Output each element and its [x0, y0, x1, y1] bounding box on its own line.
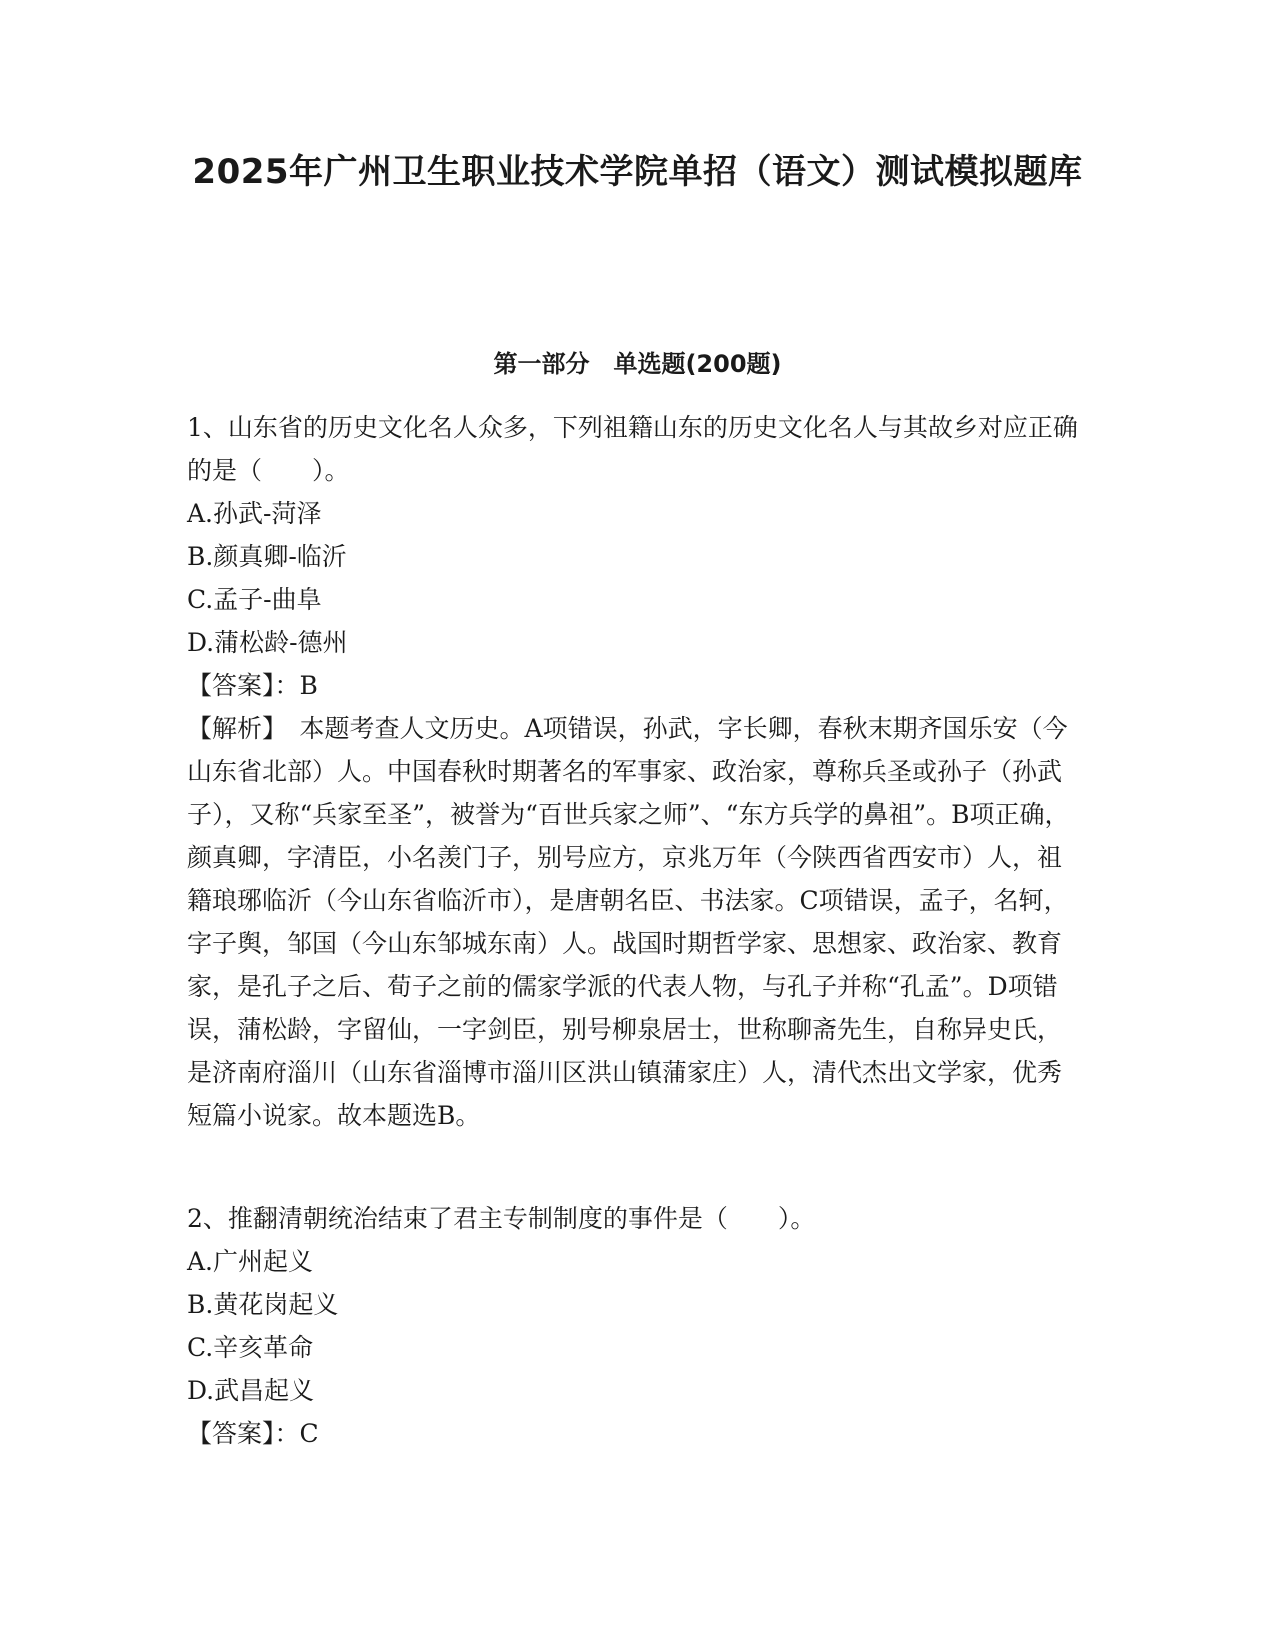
section-title: 第一部分 单选题(200题) [493, 350, 782, 378]
analysis-text [187, 707, 1082, 1137]
option-b: B.黄花岗起义 [187, 1290, 339, 1319]
option-a: A.广州起义 [187, 1247, 314, 1276]
answer-value: C [299, 1419, 319, 1448]
option-d: D.武昌起义 [187, 1376, 315, 1405]
analysis-body: 本题考查人文历史。A项错误，孙武，字长卿，春秋末期齐国乐安（今山东省北部）人。中国春秋时期著名的军事家、政治家，尊称兵圣或孙子（孙武子），又称“兵家至圣”，被誉为“百世兵家之师”、“东方兵学的鼻祖”。B项正确，颜真卿，字清臣，小名羡门子，别号应方，京兆万年（今陕西省西安市）人，祖籍琅琊临沂（今山东省临沂市），是唐朝名臣、书法家。C项错误，孟子，名轲，字子舆，邹国（今山东邹城东南）人。战国时期哲学家、思想家、政治家、教育家，是孔子之后、荀子之前的儒家学派的代表人物，与孔子并称“孔孟”。D项错误，蒲松龄，字留仙，一字剑臣，别号柳泉居士，世称聊斋先生，自称异史氏，是济南府淄川（山东省淄博市淄川区洪山镇蒲家庄）人，清代杰出文学家，优秀短篇小说家。故本题选B。 [187, 714, 1070, 1130]
option-c: C.孟子-曲阜 [187, 585, 322, 614]
question-2 [187, 1197, 1082, 1455]
answer-value: B [299, 671, 318, 700]
option-c: C.辛亥革命 [187, 1333, 314, 1362]
answer-line [187, 1412, 1082, 1455]
option-b: B.颜真卿-临沂 [187, 542, 347, 571]
option-d: D.蒲松龄-德州 [187, 628, 348, 657]
analysis-label: 【解析】 [187, 714, 275, 743]
question-1 [187, 406, 1082, 1137]
answer-label: 【答案】： [187, 671, 300, 700]
document-title: 2025年广州卫生职业技术学院单招（语文）测试模拟题库 [192, 152, 1083, 192]
answer-line [187, 664, 1082, 707]
question-stem: 2、推翻清朝统治结束了君主专制制度的事件是（ ）。 [187, 1204, 816, 1233]
answer-label: 【答案】： [187, 1419, 300, 1448]
option-a: A.孙武-菏泽 [187, 499, 322, 528]
question-stem: 1、山东省的历史文化名人众多，下列祖籍山东的历史文化名人与其故乡对应正确的是（ ）。 [187, 413, 1078, 485]
